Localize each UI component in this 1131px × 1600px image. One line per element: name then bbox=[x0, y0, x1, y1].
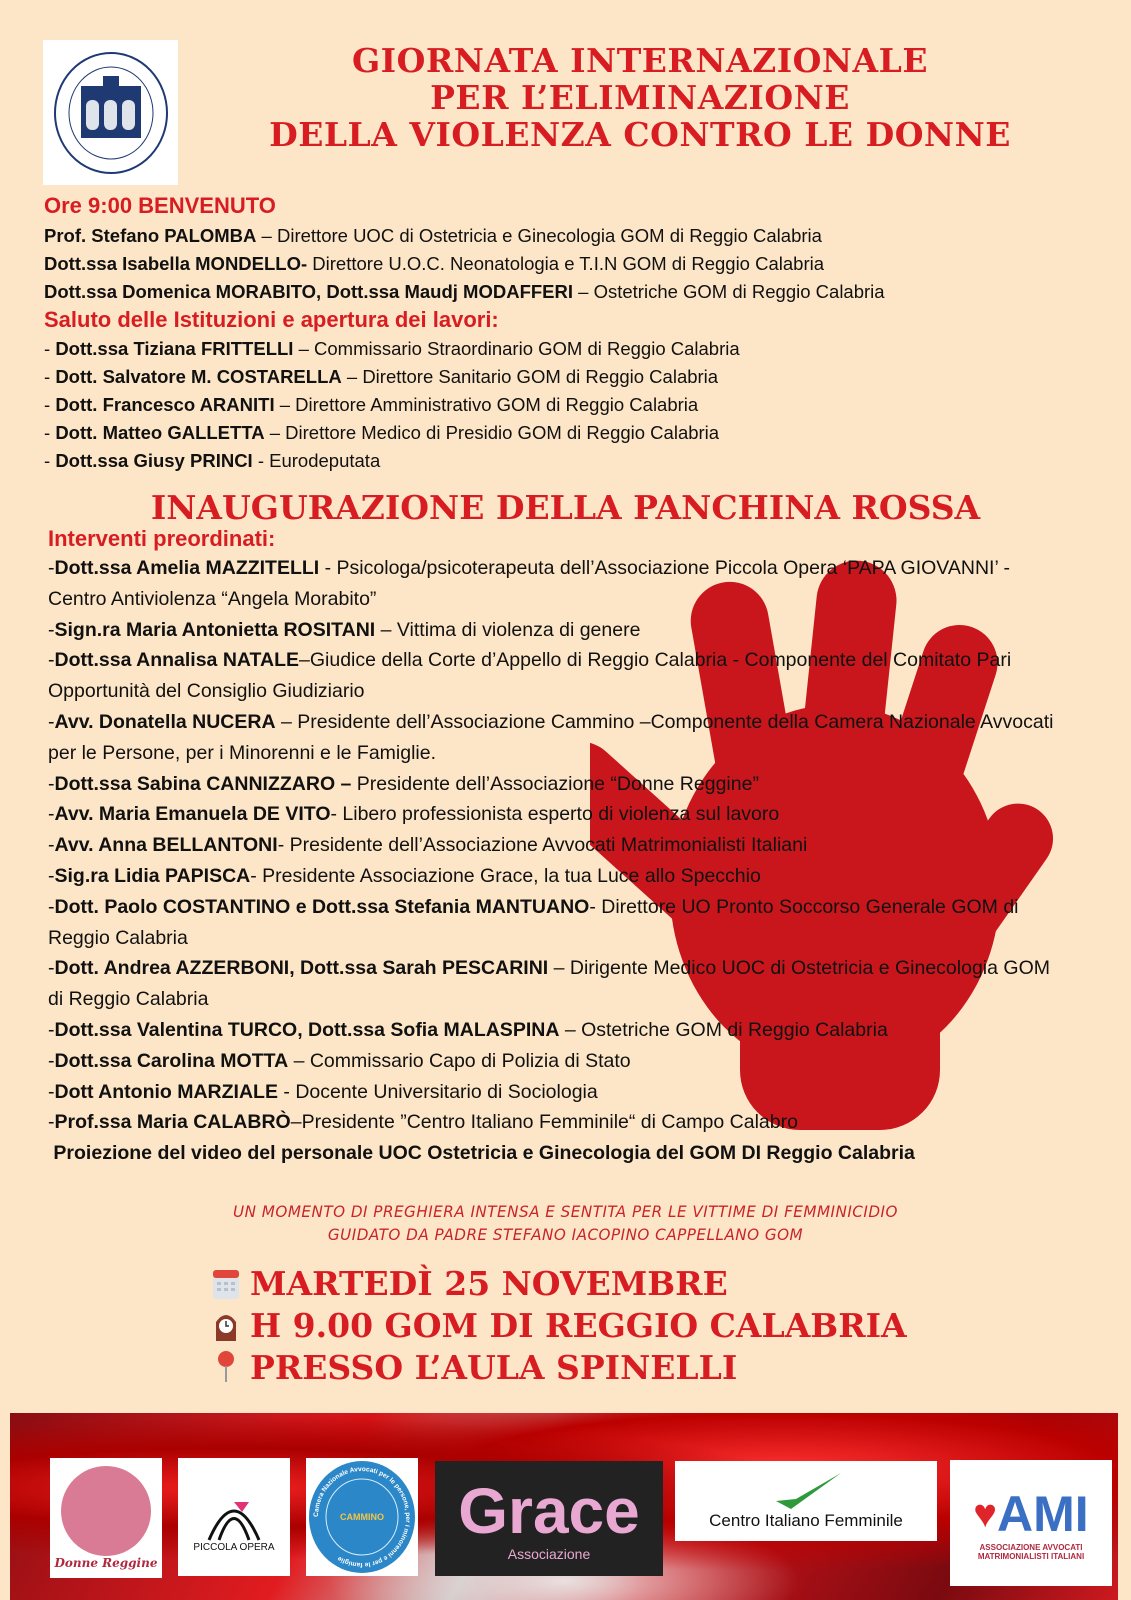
list-item: -Avv. Maria Emanuela DE VITO- Libero professionista esperto di violenza sul lavoro bbox=[48, 803, 780, 826]
event-time-text: H 9.00 GOM DI REGGIO CALABRIA bbox=[250, 1305, 907, 1345]
list-item: -Dott. Paolo COSTANTINO e Dott.ssa Stefania MANTUANO- Direttore UO Pronto Soccorso Generale GOM di Reggio Calabria bbox=[48, 895, 1019, 949]
ami-logo: ♥ AMI ASSOCIAZIONE AVVOCATI MATRIMONIALISTI ITALIANI bbox=[950, 1460, 1112, 1586]
cammino-ring-text: Camera Nazionale Avvocati per le persone, per i minorenni e per le famiglie bbox=[312, 1465, 412, 1569]
prayer-note bbox=[28, 1200, 1102, 1246]
event-location bbox=[210, 1346, 907, 1388]
event-date-text: MARTEDÌ 25 NOVEMBRE bbox=[250, 1263, 728, 1303]
list-item: Prof. Stefano PALOMBA – Direttore UOC di Ostetricia e Ginecologia GOM di Reggio Calabria bbox=[44, 225, 822, 246]
prayer-line: UN MOMENTO DI PREGHIERA INTENSA E SENTITA PER LE VITTIME DI FEMMINICIDIO bbox=[233, 1202, 898, 1221]
list-item: - Dott. Francesco ARANITI – Direttore Amministrativo GOM di Reggio Calabria bbox=[44, 393, 699, 415]
list-item: - Dott. Salvatore M. COSTARELLA – Direttore Sanitario GOM di Reggio Calabria bbox=[44, 366, 719, 388]
list-item: - Dott.ssa Tiziana FRITTELLI – Commissario Straordinario GOM di Reggio Calabria bbox=[44, 338, 740, 360]
cammino-seal bbox=[307, 1459, 417, 1575]
projection-note: Proiezione del video del personale UOC Ostetricia e Ginecologia del GOM DI Reggio Calabria bbox=[53, 1142, 915, 1165]
prayer-line: GUIDATO DA PADRE STEFANO IACOPINO CAPPELLANO GOM bbox=[327, 1225, 804, 1244]
list-item: -Dott.ssa Amelia MAZZITELLI - Psicologa/psicoterapeuta dell’Associazione Piccola Opera ‘PAPA GIOVANNI’ - Centro Antiviolenza “Angela Morabito” bbox=[48, 557, 1010, 610]
welcome-section bbox=[44, 190, 1104, 474]
donne-reggine-logo: Donne Reggine bbox=[50, 1458, 162, 1578]
event-location-text: PRESSO L’AULA SPINELLI bbox=[250, 1347, 738, 1387]
calendar-icon bbox=[210, 1265, 242, 1301]
event-time-place bbox=[210, 1304, 907, 1346]
list-item: -Dott. Andrea AZZERBONI, Dott.ssa Sarah PESCARINI – Dirigente Medico UOC di Ostetricia e Ginecologia GOM di Reggio Calabria bbox=[48, 957, 1050, 1011]
list-item: -Prof.ssa Maria CALABRÒ–Presidente ”Centro Italiano Femminile“ di Campo Calabro bbox=[48, 1111, 798, 1134]
list-item: -Dott.ssa Carolina MOTTA – Commissario Capo di Polizia di Stato bbox=[48, 1049, 631, 1072]
inauguration-heading: INAUGURAZIONE DELLA PANCHINA ROSSA bbox=[150, 488, 981, 527]
poster-title bbox=[200, 42, 1080, 153]
list-item: -Dott Antonio MARZIALE - Docente Universitario di Sociologia bbox=[48, 1080, 598, 1103]
list-item: Dott.ssa Isabella MONDELLO- Direttore U.O.C. Neonatologia e T.I.N GOM di Reggio Calabria bbox=[44, 252, 825, 274]
title-line: GIORNATA INTERNAZIONALE bbox=[352, 41, 928, 80]
list-item: - Dott. Matteo GALLETTA – Direttore Medico di Presidio GOM di Reggio Calabria bbox=[44, 421, 720, 443]
clock-icon bbox=[210, 1307, 242, 1343]
list-item: -Dott.ssa Sabina CANNIZZARO – Presidente dell’Associazione “Donne Reggine” bbox=[48, 772, 759, 795]
list-item: -Dott.ssa Valentina TURCO, Dott.ssa Sofia MALASPINA – Ostetriche GOM di Reggio Calabria bbox=[48, 1018, 888, 1041]
institutions-heading: Saluto delle Istituzioni e apertura dei lavori: bbox=[44, 307, 499, 333]
cif-logo: Centro Italiano Femminile bbox=[675, 1461, 937, 1541]
map-pin-icon bbox=[210, 1349, 242, 1385]
title-line: PER L’ELIMINAZIONE bbox=[430, 78, 850, 117]
piccola-opera-logo: PICCOLA OPERA bbox=[178, 1458, 290, 1576]
list-item: -Avv. Anna BELLANTONI- Presidente dell’Associazione Avvocati Matrimonialisti Italiani bbox=[48, 834, 808, 857]
speeches-list bbox=[48, 553, 1068, 1169]
hospital-seal-icon bbox=[51, 48, 171, 178]
list-item: -Dott.ssa Annalisa NATALE–Giudice della Corte d’Appello di Reggio Calabria - Componente del Comitato Pari Opportunità del Consiglio Giudiziario bbox=[48, 649, 1012, 703]
hospital-logo bbox=[43, 40, 178, 185]
sponsor-banner bbox=[10, 1413, 1118, 1600]
event-details bbox=[210, 1262, 907, 1388]
grace-logo: Grace Associazione bbox=[435, 1461, 663, 1576]
cammino-logo bbox=[306, 1458, 418, 1576]
list-item: -Avv. Donatella NUCERA – Presidente dell’Associazione Cammino –Componente della Camera Nazionale Avvocati per le Persone, per i Minorenni e le Famiglie. bbox=[48, 710, 1054, 764]
event-date bbox=[210, 1262, 907, 1304]
list-item: -Sign.ra Maria Antonietta ROSITANI – Vittima di violenza di genere bbox=[48, 618, 641, 641]
list-item: - Dott.ssa Giusy PRINCI - Eurodeputata bbox=[44, 449, 381, 471]
cammino-name: CAMMINO bbox=[340, 1512, 384, 1522]
speeches-heading: Interventi preordinati: bbox=[48, 526, 276, 551]
title-line: DELLA VIOLENZA CONTRO LE DONNE bbox=[269, 115, 1011, 154]
list-item: Dott.ssa Domenica MORABITO, Dott.ssa Maudj MODAFFERI – Ostetriche GOM di Reggio Calabria bbox=[44, 280, 885, 302]
list-item: -Sig.ra Lidia PAPISCA- Presidente Associazione Grace, la tua Luce allo Specchio bbox=[48, 864, 761, 887]
welcome-heading: Ore 9:00 BENVENUTO bbox=[44, 193, 276, 218]
